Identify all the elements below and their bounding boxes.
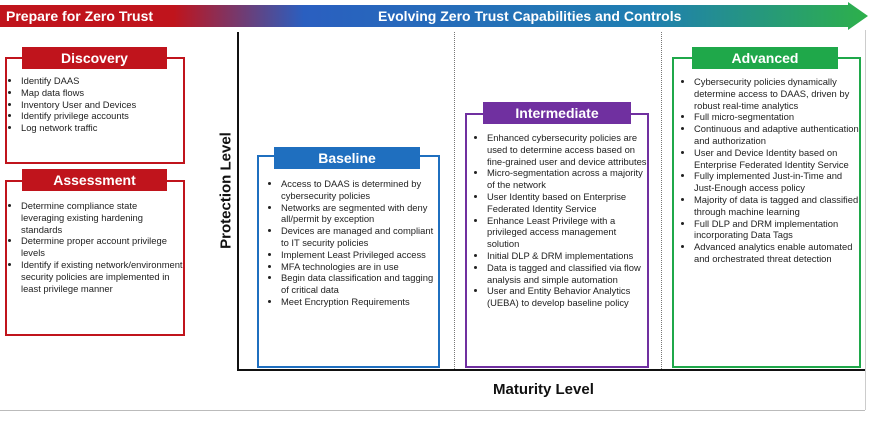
advanced-item: • Full DLP and DRM implementation incorporating Data Tags (694, 218, 859, 242)
banner-left-label: Prepare for Zero Trust (6, 8, 154, 24)
discovery-item: • Map data flows (21, 87, 183, 99)
assessment-item: • Determine compliance state leveraging existing hardening standards (21, 200, 183, 235)
discovery-item: • Inventory User and Devices (21, 99, 183, 111)
intermediate-item: • Micro-segmentation across a majority of the network (487, 167, 647, 191)
discovery-title: Discovery (22, 47, 167, 69)
banner-right-label: Evolving Zero Trust Capabilities and Controls (378, 8, 682, 24)
baseline-item: • Devices are managed and compliant to IT security policies (281, 225, 438, 249)
intermediate-box (465, 113, 649, 368)
assessment-item: • Determine proper account privilege levels (21, 235, 183, 259)
advanced-item: • Advanced analytics enable automated and orchestrated threat detection (694, 241, 859, 265)
advanced-item: • Majority of data is tagged and classified through machine learning (694, 194, 859, 218)
divider-line (454, 32, 455, 369)
advanced-item: • Full micro-segmentation (694, 111, 859, 123)
assessment-item: • Identify if existing network/environment security policies are implemented in least privilege manner (21, 259, 183, 294)
x-axis-line (237, 369, 865, 371)
advanced-box (672, 57, 861, 368)
x-axis-label: Maturity Level (493, 381, 594, 398)
advanced-title: Advanced (692, 47, 838, 69)
top-banner (0, 2, 875, 30)
intermediate-item: • User and Entity Behavior Analytics (UEBA) to develop baseline policy (487, 285, 647, 309)
intermediate-item: • Enhance Least Privilege with a privileged access management solution (487, 215, 647, 250)
assessment-box (5, 180, 185, 336)
intermediate-item: • Initial DLP & DRM implementations (487, 250, 647, 262)
discovery-item: • Identify privilege accounts (21, 110, 183, 122)
intermediate-item: • Enhanced cybersecurity policies are used to determine access based on fine-grained user and device attributes (487, 132, 647, 167)
baseline-item: • Meet Encryption Requirements (281, 296, 438, 308)
intermediate-item: • User Identity based on Enterprise Federated Identity Service (487, 191, 647, 215)
baseline-box (257, 155, 440, 368)
y-axis-line (237, 32, 239, 370)
baseline-title: Baseline (274, 147, 420, 169)
advanced-item: • User and Device Identity based on Enterprise Federated Identity Service (694, 147, 859, 171)
discovery-box (5, 57, 185, 164)
discovery-item: • Identify DAAS (21, 75, 183, 87)
baseline-item: • Begin data classification and tagging of critical data (281, 272, 438, 296)
advanced-item: • Fully implemented Just-in-Time and Just-Enough access policy (694, 170, 859, 194)
bottom-divider (0, 410, 865, 411)
right-frame-line (865, 30, 866, 410)
divider-line (661, 32, 662, 369)
baseline-item: • Networks are segmented with deny all/permit by exception (281, 202, 438, 226)
baseline-item: • Access to DAAS is determined by cybersecurity policies (281, 178, 438, 202)
y-axis-label: Protection Level (217, 132, 235, 249)
advanced-item: • Cybersecurity policies dynamically determine access to DAAS, driven by robust real-time analytics (694, 76, 859, 111)
intermediate-title: Intermediate (483, 102, 631, 124)
baseline-item: • MFA technologies are in use (281, 261, 438, 273)
baseline-item: • Implement Least Privileged access (281, 249, 438, 261)
intermediate-item: • Data is tagged and classified via flow analysis and simple automation (487, 262, 647, 286)
discovery-item: • Log network traffic (21, 122, 183, 134)
assessment-title: Assessment (22, 169, 167, 191)
advanced-item: • Continuous and adaptive authentication and authorization (694, 123, 859, 147)
